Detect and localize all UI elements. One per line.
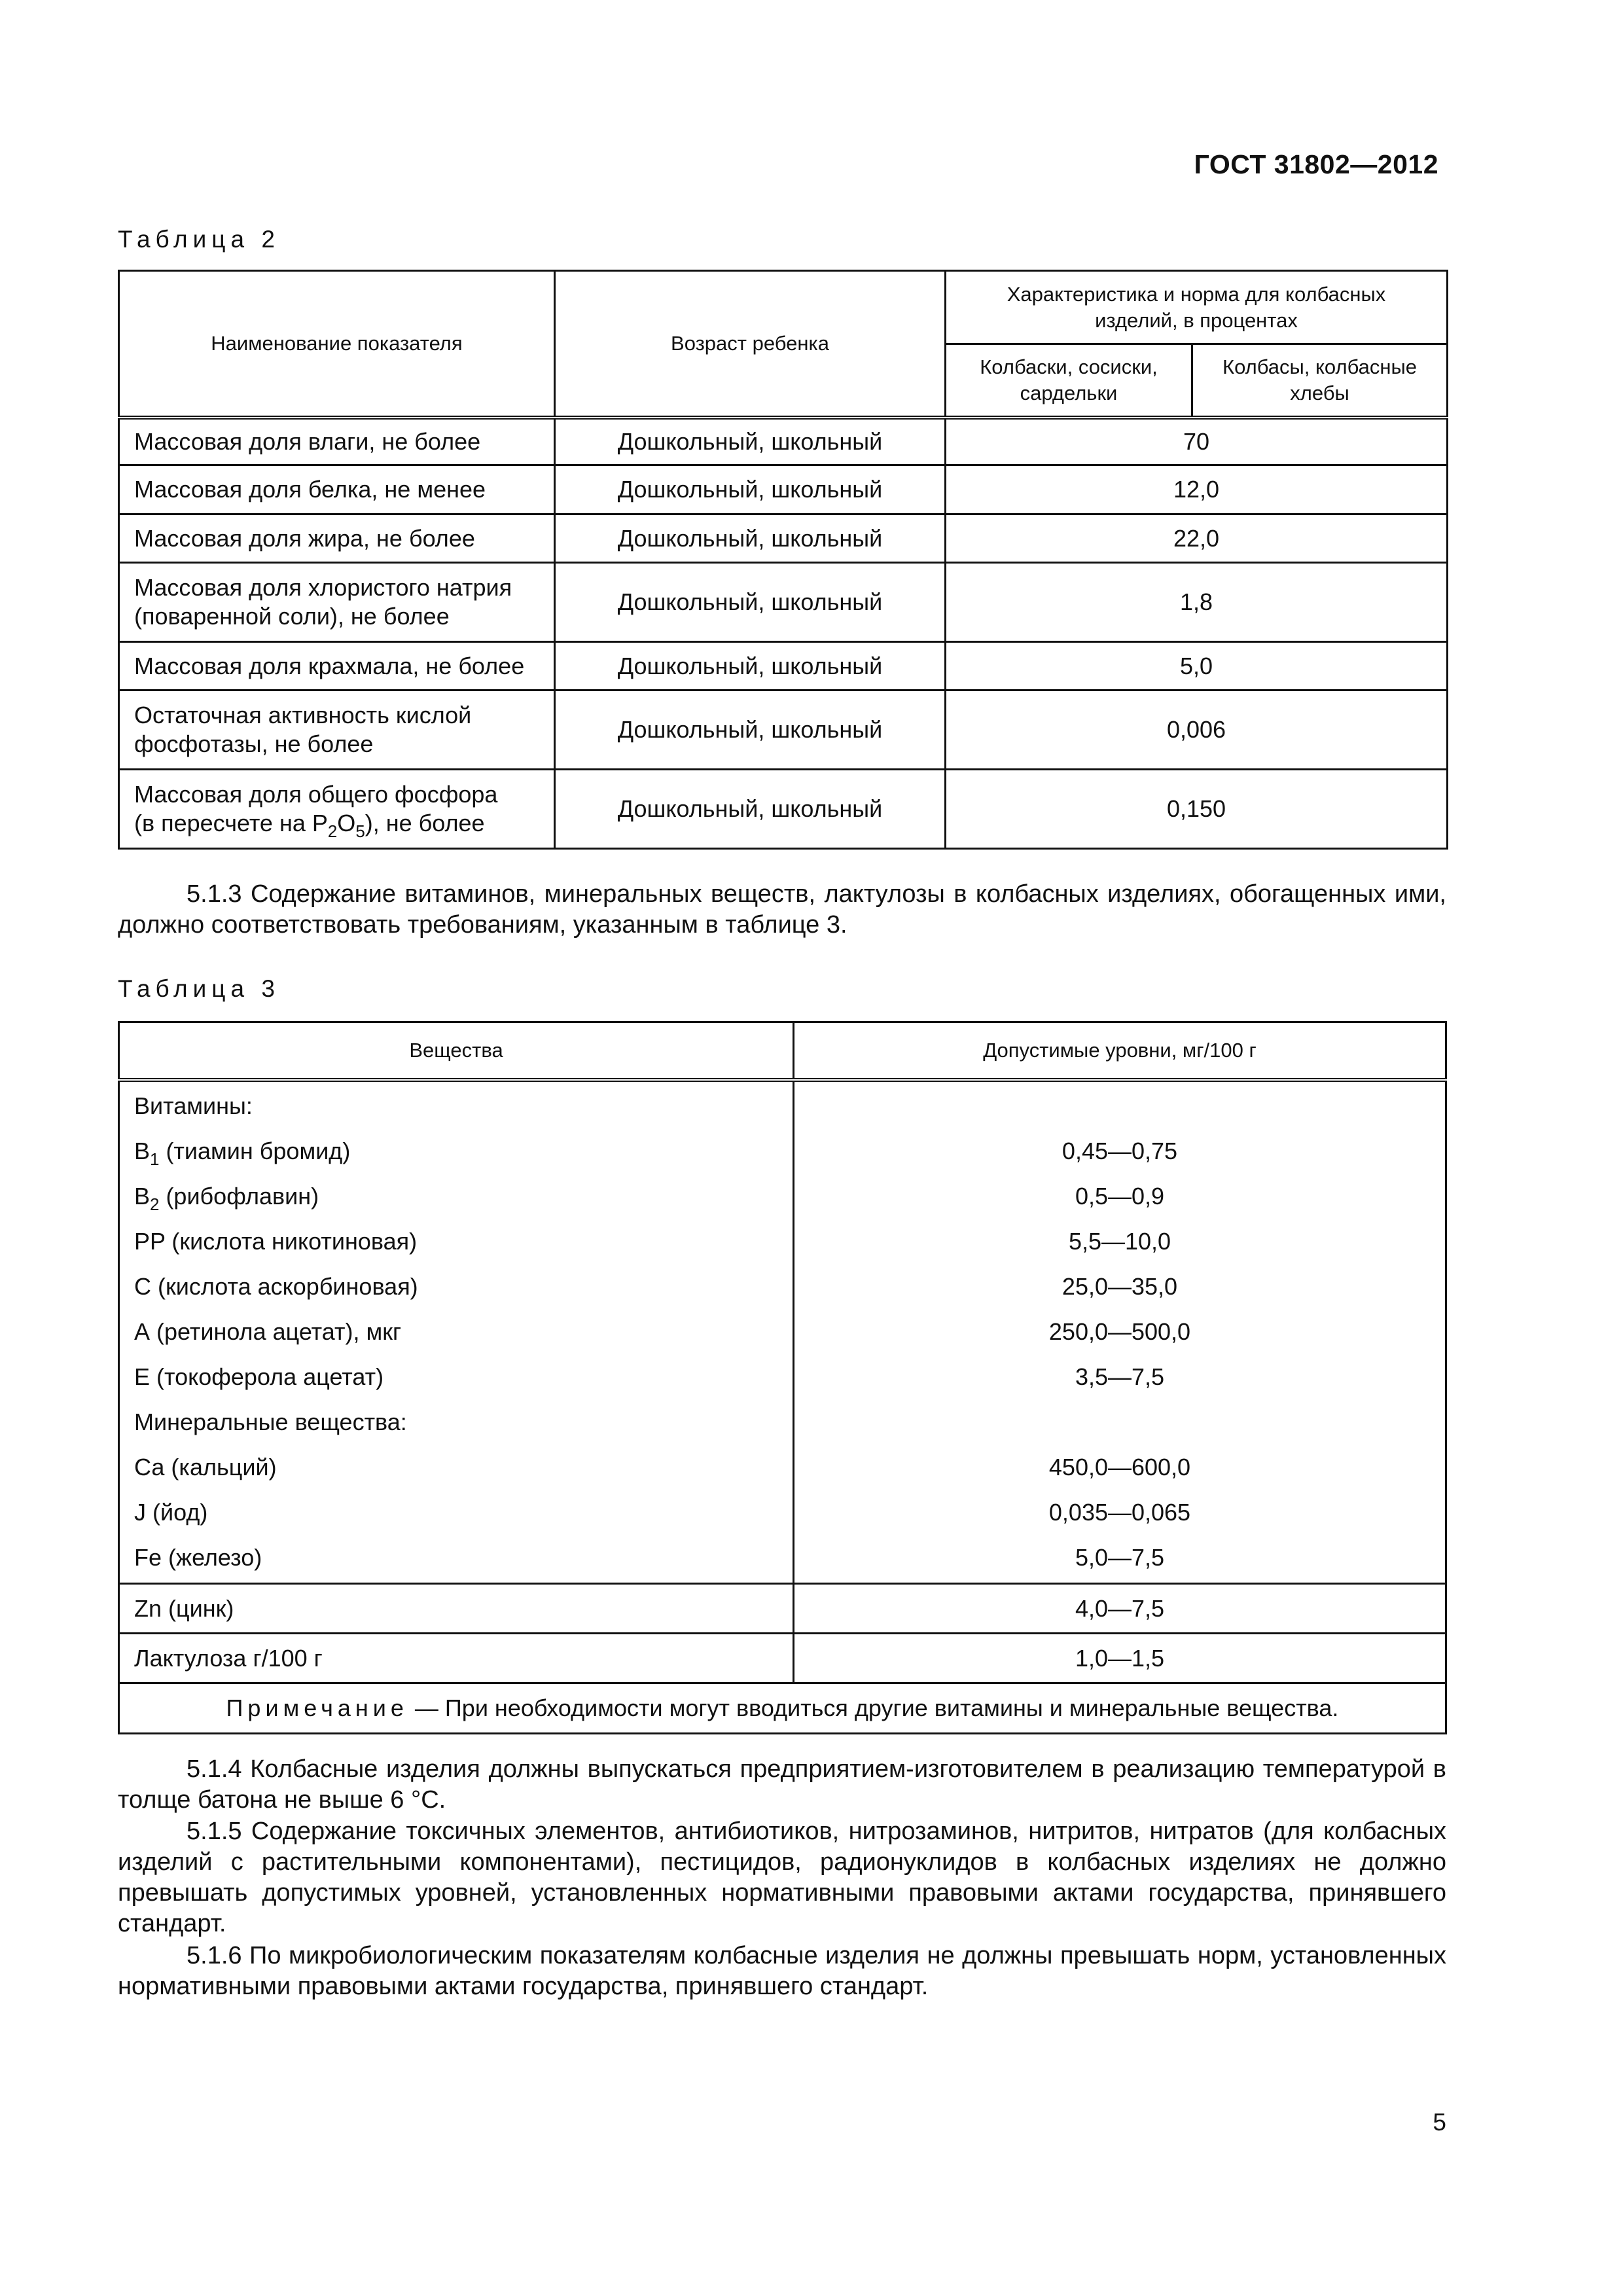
table3-caption: Таблица 3 — [118, 975, 280, 1002]
list-item: $B_1$ (тиамин бромид) — [134, 1138, 351, 1170]
row-substance: Лактулоза г/100 г — [119, 1634, 794, 1683]
list-item: Са (кальций) — [134, 1454, 277, 1480]
list-item: Е (токоферола ацетат) — [134, 1363, 384, 1390]
row-indicator — [119, 691, 555, 770]
table3 — [118, 1021, 1447, 1734]
row-value: 12,0 — [946, 465, 1448, 514]
list-item: Fe (железо) — [134, 1544, 262, 1571]
group-label-minerals: Минеральные вещества: — [134, 1408, 407, 1435]
row-value: 5,0 — [946, 642, 1448, 691]
table2-header-norm-group: Характеристика и норма для колбасных изделий, в процентах — [946, 271, 1448, 344]
table-row — [119, 1634, 1446, 1683]
row-value: 1,8 — [946, 563, 1448, 642]
paragraph-5-1-5: 5.1.5 Содержание токсичных элементов, антибиотиков, нитрозаминов, нитритов, нитратов (для колбасных изделий с растительными компонентами), пестицидов, радионуклидов в колбасных изделиях не должно превышать допустимых уровней, установленных нормативными правовыми актами государства, принявшего стандарт. — [118, 1818, 1446, 1937]
table3-vitamin-minerals-values — [794, 1080, 1446, 1584]
list-value: 450,0—600,0 — [1048, 1454, 1191, 1480]
row-age: Дошкольный, школьный — [555, 770, 946, 849]
list-item: PP (кислота никотиновая) — [134, 1228, 418, 1255]
paragraph-5-1-4: 5.1.4 Колбасные изделия должны выпускаться предприятием-изготовителем в реализацию температурой в толще батона не выше 6 °С. — [118, 1755, 1446, 1814]
table2 — [118, 270, 1448, 850]
row-age: Дошкольный, школьный — [555, 514, 946, 563]
list-value: 250,0—500,0 — [1048, 1318, 1191, 1345]
row-value: 70 — [946, 418, 1448, 465]
row-age: Дошкольный, школьный — [555, 563, 946, 642]
list-value: 5,5—10,0 — [1068, 1228, 1171, 1255]
list-value: 5,0—7,5 — [1075, 1544, 1165, 1571]
row-indicator: Массовая доля крахмала, не более — [119, 642, 555, 691]
row-substance: Zn (цинк) — [119, 1584, 794, 1634]
row-indicator-line1: Массовая доля общего фосфора — [134, 781, 498, 808]
table3-vitamin-minerals-names — [119, 1080, 794, 1584]
list-item: С (кислота аскорбиновая) — [134, 1273, 418, 1300]
row-indicator: Массовая доля жира, не более — [119, 514, 555, 563]
row-age: Дошкольный, школьный — [555, 691, 946, 770]
row-indicator: Массовая доля белка, не менее — [119, 465, 555, 514]
row-value: 0,150 — [946, 770, 1448, 849]
table-row — [119, 770, 1448, 849]
list-value: 0,45—0,75 — [1061, 1138, 1178, 1164]
table2-header-age: Возраст ребенка — [555, 271, 946, 418]
row-indicator: Массовая доля влаги, не более — [119, 418, 555, 465]
table3-header-substance: Вещества — [119, 1022, 794, 1081]
table3-header-levels: Допустимые уровни, мг/100 г — [794, 1022, 1446, 1081]
list-value: 0,035—0,065 — [1048, 1499, 1191, 1526]
row-indicator-line2: (поваренной соли), не более — [134, 603, 450, 630]
note-label: Примечание — [226, 1695, 408, 1721]
document-code: ГОСТ 31802—2012 — [1194, 149, 1438, 179]
table-row — [119, 514, 1448, 563]
table3-note — [119, 1683, 1446, 1734]
row-level: 4,0—7,5 — [794, 1584, 1446, 1634]
row-age: Дошкольный, школьный — [555, 418, 946, 465]
page-number: 5 — [1433, 2109, 1446, 2136]
row-value: 22,0 — [946, 514, 1448, 563]
table2-header-sausage-loaves: Колбасы, колбасные хлебы — [1192, 344, 1448, 418]
table-row — [119, 691, 1448, 770]
table-row — [119, 418, 1448, 465]
table-row — [119, 563, 1448, 642]
table2-header-sausages: Колбаски, сосиски, сардельки — [946, 344, 1192, 418]
list-item: А (ретинола ацетат), мкг — [134, 1318, 402, 1345]
row-indicator — [119, 563, 555, 642]
list-value: 25,0—35,0 — [1061, 1273, 1178, 1300]
row-indicator-line2: фосфотазы, не более — [134, 730, 374, 757]
row-indicator-line1: Массовая доля хлористого натрия — [134, 574, 512, 601]
row-indicator — [119, 770, 555, 849]
paragraph-5-1-6: 5.1.6 По микробиологическим показателям колбасные изделия не должны превышать норм, установленных нормативными правовыми актами государства, принявшего стандарт. — [118, 1942, 1446, 2000]
table-row — [119, 1584, 1446, 1634]
paragraph-5-1-3: 5.1.3 Содержание витаминов, минеральных веществ, лактулозы в колбасных изделиях, обогащенных ими, должно соответствовать требованиям, указанным в таблице 3. — [118, 880, 1446, 939]
list-value: 3,5—7,5 — [1075, 1363, 1165, 1390]
row-value: 0,006 — [946, 691, 1448, 770]
row-age: Дошкольный, школьный — [555, 465, 946, 514]
table-row — [119, 642, 1448, 691]
list-item: J (йод) — [134, 1499, 208, 1526]
row-indicator-line1: Остаточная активность кислой — [134, 702, 472, 728]
row-indicator-line2: (в пересчете на $P_2O_5$), не более — [134, 810, 485, 842]
row-age: Дошкольный, школьный — [555, 642, 946, 691]
note-text: — При необходимости могут вводиться другие витамины и минеральные вещества. — [408, 1695, 1339, 1721]
group-label-vitamins: Витамины: — [134, 1092, 253, 1119]
row-level: 1,0—1,5 — [794, 1634, 1446, 1683]
table2-header-indicator: Наименование показателя — [119, 271, 555, 418]
table2-caption: Таблица 2 — [118, 226, 280, 253]
list-item: $B_2$ (рибофлавин) — [134, 1183, 319, 1215]
list-value: 0,5—0,9 — [1075, 1183, 1165, 1210]
table-row — [119, 465, 1448, 514]
